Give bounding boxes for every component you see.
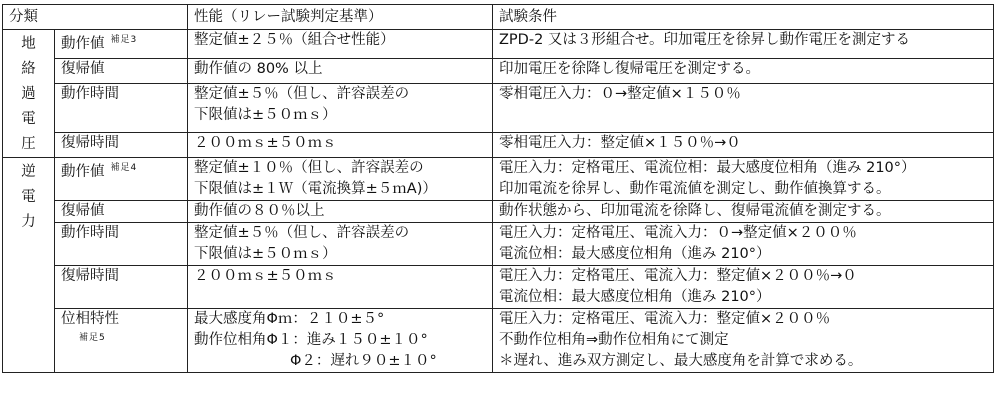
table-row: [3, 133, 994, 158]
perf-cell: 最大感度角Φｍ：２１０±５° 動作位相角Φ１：進み１５０±１０° Φ２：遅れ９０±１０°: [188, 309, 493, 373]
perf-cell: 整定値±５％（但し、許容誤差の 下限値は±５０ｍｓ）: [188, 223, 493, 266]
relay-test-spec-table: [2, 4, 994, 373]
item-cell: 動作値 $^{補足4}$: [55, 158, 188, 201]
table-row: [3, 266, 994, 309]
cond-cell: ZPD-2 又は３形組合せ。印加電圧を徐昇し動作電圧を測定する: [493, 30, 994, 59]
item-cell: 復帰値: [55, 201, 188, 223]
group-label-reverse-power: 逆 電 力: [3, 158, 55, 373]
cond-cell: 電圧入力：定格電圧、電流入力：０→整定値×２００％ 電流位相：最大感度位相角（進み 210°）: [493, 223, 994, 266]
note-label: 補足5: [79, 333, 106, 343]
cond-cell: 電圧入力：定格電圧、電流位相：最大感度位相角（進み 210°） 印加電流を徐昇し、動作電流値を測定し、動作値換算する。: [493, 158, 994, 201]
item-cell: 位相特性 補足5: [55, 309, 188, 373]
item-cell: 動作時間: [55, 223, 188, 266]
cond-cell: 電圧入力：定格電圧、電流入力：整定値×２００％→０ 電流位相：最大感度位相角（進み 210°）: [493, 266, 994, 309]
perf-cell: 整定値±２５％（組合せ性能）: [188, 30, 493, 59]
table-row: [3, 201, 994, 223]
cond-cell: 印加電圧を徐降し復帰電圧を測定する。: [493, 59, 994, 84]
table-row: [3, 223, 994, 266]
item-cell: 復帰時間: [55, 266, 188, 309]
perf-cell: 動作値の８０％以上: [188, 201, 493, 223]
item-cell: 復帰時間: [55, 133, 188, 158]
group-label-ground-overvoltage: 地 絡 過 電 圧: [3, 30, 55, 158]
table-row: [3, 30, 994, 59]
table-row: [3, 59, 994, 84]
note-label: 補足3: [110, 35, 138, 45]
cond-cell: 零相電圧入力：整定値×１５０％→０: [493, 133, 994, 158]
perf-cell: ２００ｍｓ±５０ｍｓ: [188, 133, 493, 158]
item-cell: 動作時間: [55, 84, 188, 133]
header-row: [3, 5, 994, 30]
item-cell: 復帰値: [55, 59, 188, 84]
table-row: [3, 84, 994, 133]
cond-cell: 動作状態から、印加電流を徐降し、復帰電流値を測定する。: [493, 201, 994, 223]
header-conditions: 試験条件: [493, 5, 994, 30]
table-row: [3, 158, 994, 201]
perf-cell: 整定値±１０％（但し、許容誤差の 下限値は±１Ｗ（電流換算±５ｍA)）: [188, 158, 493, 201]
table-row: [3, 309, 994, 373]
cond-cell: 電圧入力：定格電圧、電流入力：整定値×２００％ 不動作位相角⇒動作位相角にて測定 ＊遅れ、進み双方測定し、最大感度角を計算で求める。: [493, 309, 994, 373]
perf-cell: ２００ｍｓ±５０ｍｓ: [188, 266, 493, 309]
note-label: 補足4: [110, 163, 138, 173]
perf-cell: 動作値の 80% 以上: [188, 59, 493, 84]
perf-cell: 整定値±５％（但し、許容誤差の 下限値は±５０ｍｓ）: [188, 84, 493, 133]
item-cell: 動作値 $^{補足3}$: [55, 30, 188, 59]
header-performance: 性能（リレー試験判定基準）: [188, 5, 493, 30]
cond-cell: 零相電圧入力：０→整定値×１５０％: [493, 84, 994, 133]
header-category: 分類: [3, 5, 188, 30]
